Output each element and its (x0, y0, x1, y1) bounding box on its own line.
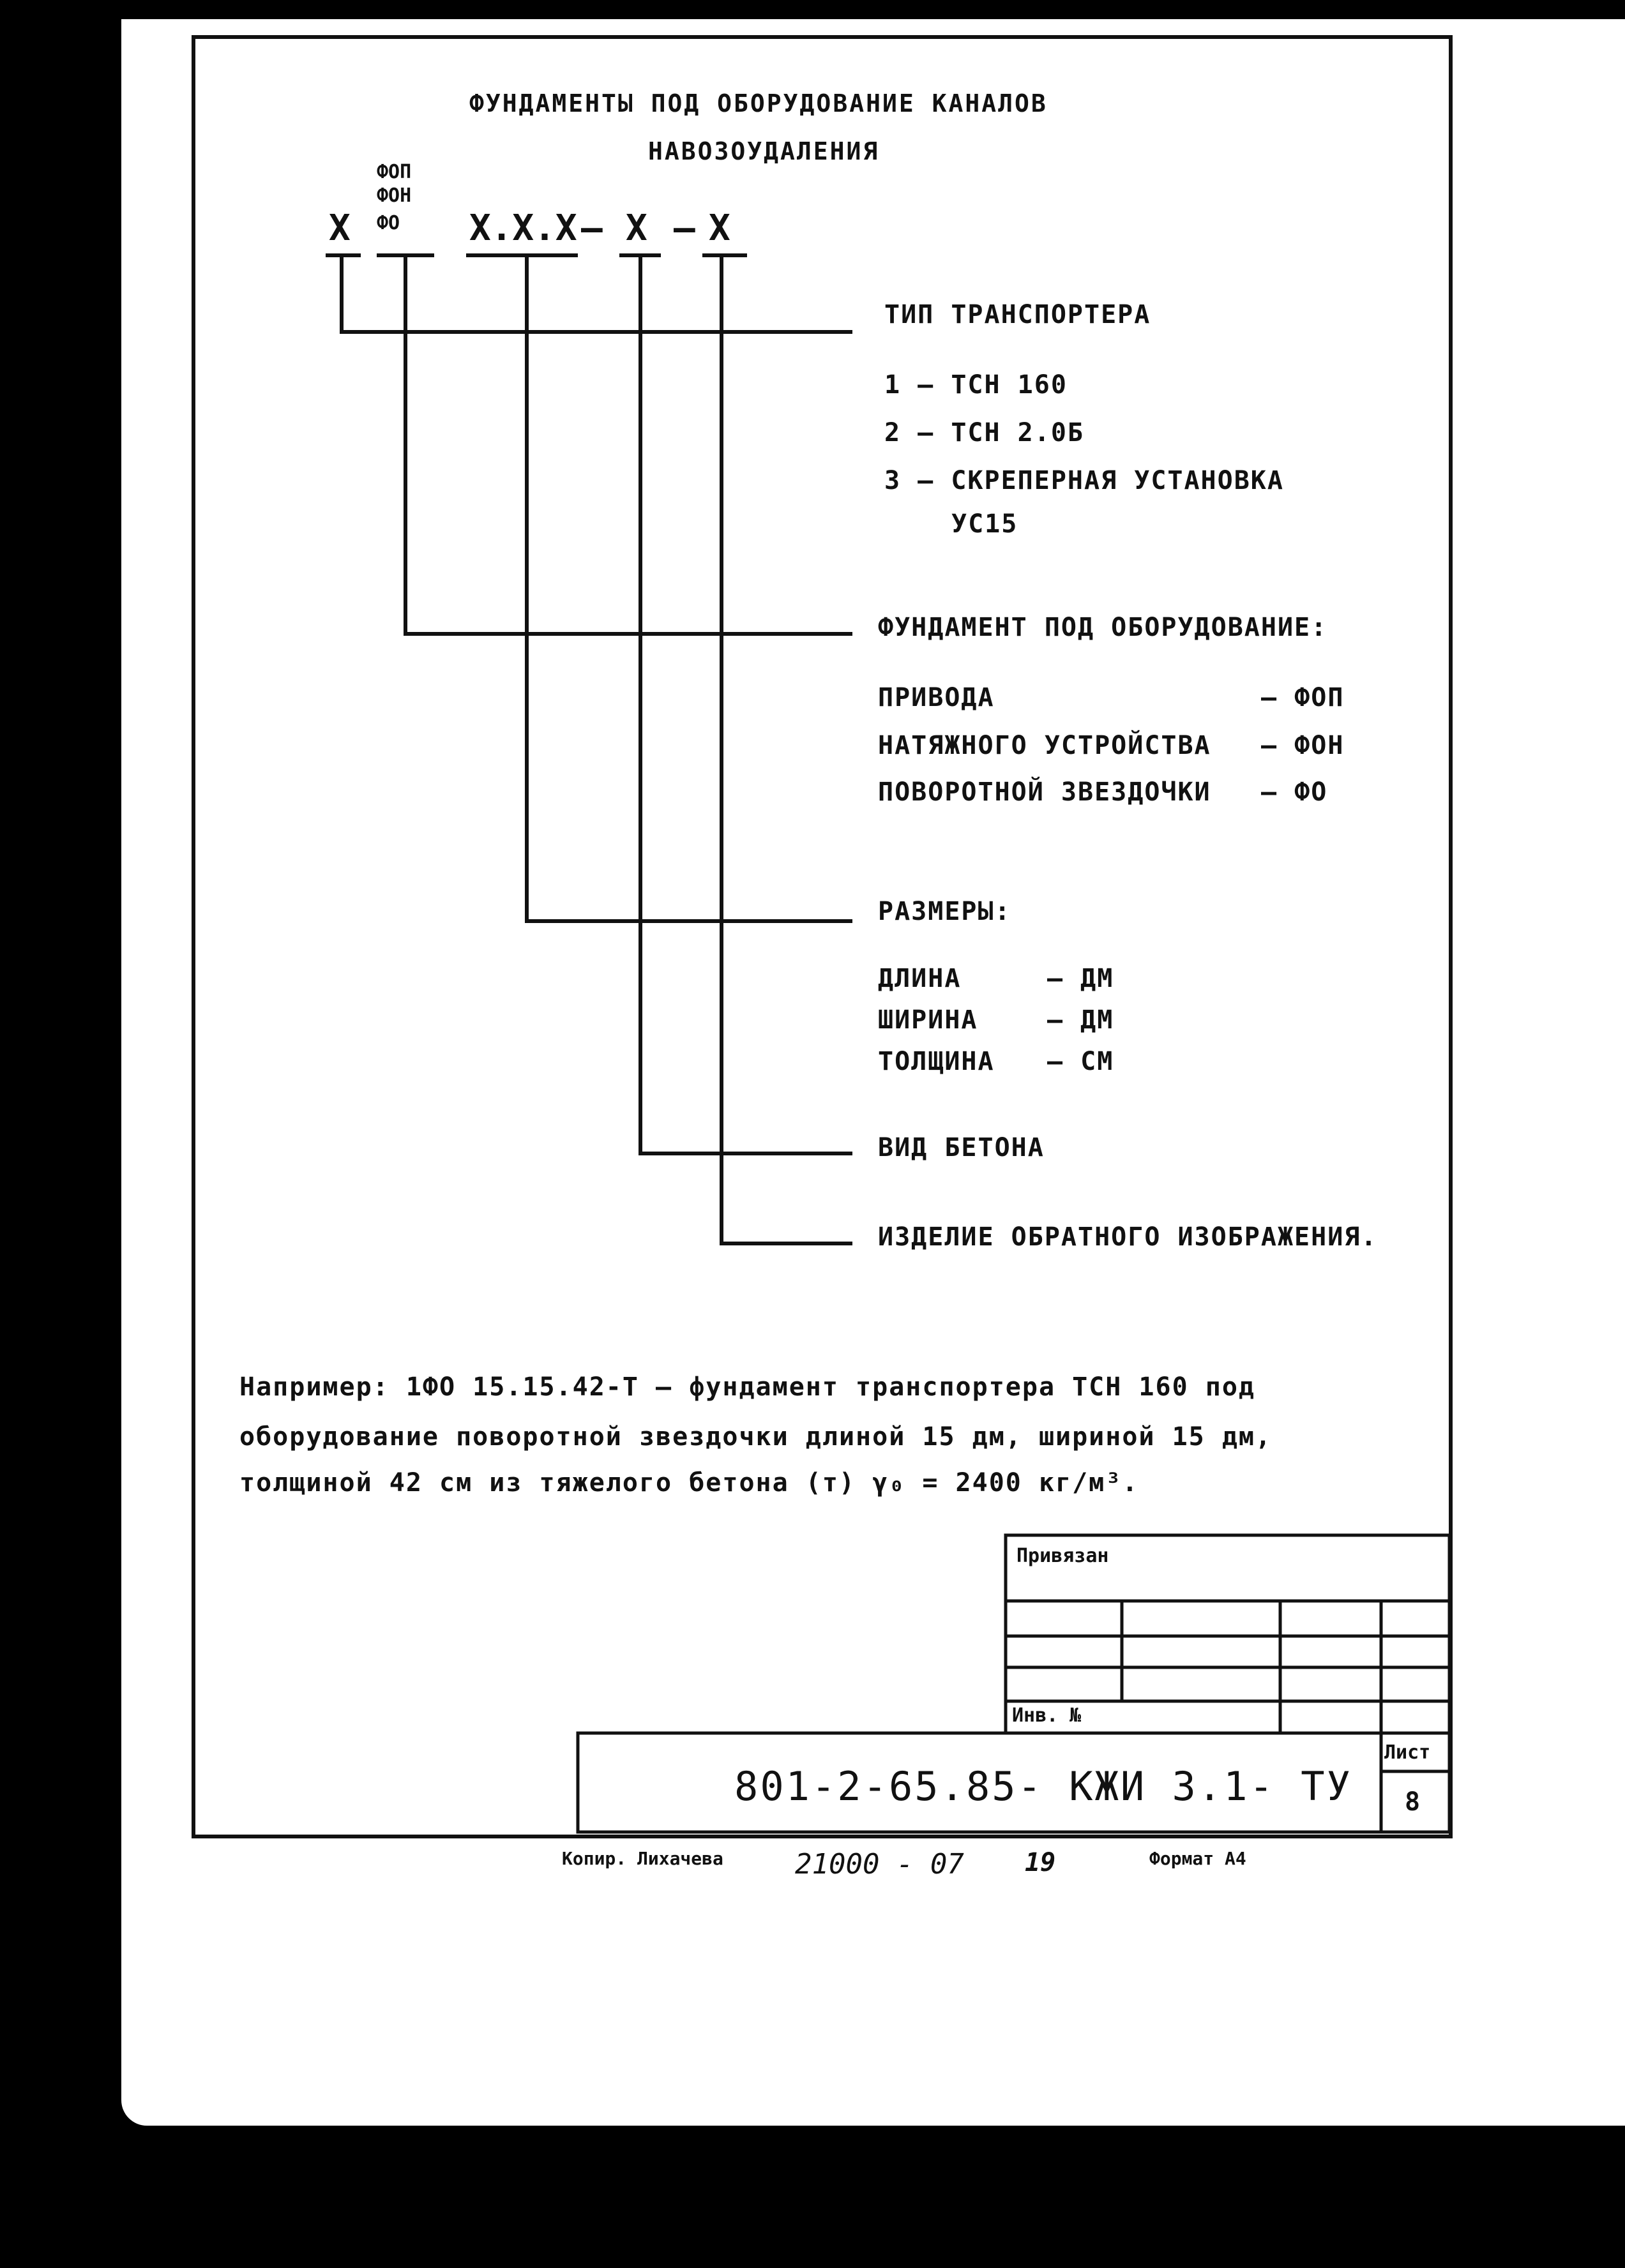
foundation-drive-code: – ФОП (1261, 683, 1345, 712)
code-mirror-x: Х (709, 207, 730, 249)
transporter-item-3: 3 – СКРЕПЕРНАЯ УСТАНОВКА (884, 466, 1284, 495)
stamp-sheet-label: Лист (1384, 1741, 1431, 1764)
concrete-type-label: ВИД БЕТОНА (878, 1133, 1045, 1162)
code-separator-1: – (581, 207, 603, 249)
footer-order-number: 21000 - 07 (795, 1848, 964, 1881)
example-line-2: оборудование поворотной звездочки длиной 15 дм, шириной 15 дм, (239, 1422, 1273, 1452)
transporter-item-3-model: УС15 (951, 509, 1018, 539)
foundation-drive-name: ПРИВОДА (878, 683, 995, 712)
example-line-1: Например: 1ФО 15.15.42-Т – фундамент транспортера ТСН 160 под (239, 1372, 1256, 1402)
title-line-2: НАВОЗОУДАЛЕНИЯ (648, 137, 880, 165)
foundation-label: ФУНДАМЕНТ ПОД ОБОРУДОВАНИЕ: (878, 613, 1328, 642)
example-line-3: толщиной 42 см из тяжелого бетона (т) γ₀ = 2400 кг/м³. (239, 1468, 1139, 1498)
footer-format: Формат А4 (1149, 1848, 1246, 1869)
title-line-1: ФУНДАМЕНТЫ ПОД ОБОРУДОВАНИЕ КАНАЛОВ (469, 89, 1048, 117)
transporter-item-1: 1 – ТСН 160 (884, 370, 1068, 400)
foundation-tension-code: – ФОН (1261, 731, 1345, 760)
size-thickness-name: ТОЛЩИНА (878, 1047, 995, 1076)
size-width-unit: – ДМ (1047, 1005, 1114, 1035)
transporter-item-2: 2 – ТСН 2.0Б (884, 418, 1084, 447)
size-width-name: ШИРИНА (878, 1005, 978, 1035)
code-option-fon: ФОН (377, 184, 412, 207)
code-first-x: Х (329, 207, 351, 249)
mirror-image-label: ИЗДЕЛИЕ ОБРАТНОГО ИЗОБРАЖЕНИЯ. (878, 1222, 1378, 1252)
code-option-fo: ФО (377, 212, 400, 234)
code-separator-2: – (674, 207, 695, 249)
foundation-sprocket-name: ПОВОРОТНОЙ ЗВЕЗДОЧКИ (878, 777, 1211, 807)
code-concrete-x: Х (626, 207, 647, 249)
sizes-label: РАЗМЕРЫ: (878, 897, 1011, 926)
stamp-document-code: 801-2-65.85- КЖИ 3.1- ТУ (734, 1763, 1352, 1810)
footer-copyist: Копир. Лихачева (562, 1848, 723, 1869)
size-length-unit: – ДМ (1047, 964, 1114, 993)
foundation-tension-name: НАТЯЖНОГО УСТРОЙСТВА (878, 731, 1211, 760)
transporter-type-label: ТИП ТРАНСПОРТЕРА (884, 300, 1151, 329)
stamp-sheet-number: 8 (1405, 1787, 1421, 1817)
stamp-inv-number: Инв. № (1012, 1704, 1082, 1727)
footer-number: 19 (1025, 1848, 1056, 1877)
code-option-fop: ФОП (377, 161, 412, 183)
size-thickness-unit: – СМ (1047, 1047, 1114, 1076)
stamp-privyazan: Привязан (1017, 1545, 1109, 1567)
size-length-name: ДЛИНА (878, 964, 962, 993)
foundation-sprocket-code: – ФО (1261, 777, 1328, 807)
code-sizes-xxx: Х.Х.Х (469, 207, 577, 249)
